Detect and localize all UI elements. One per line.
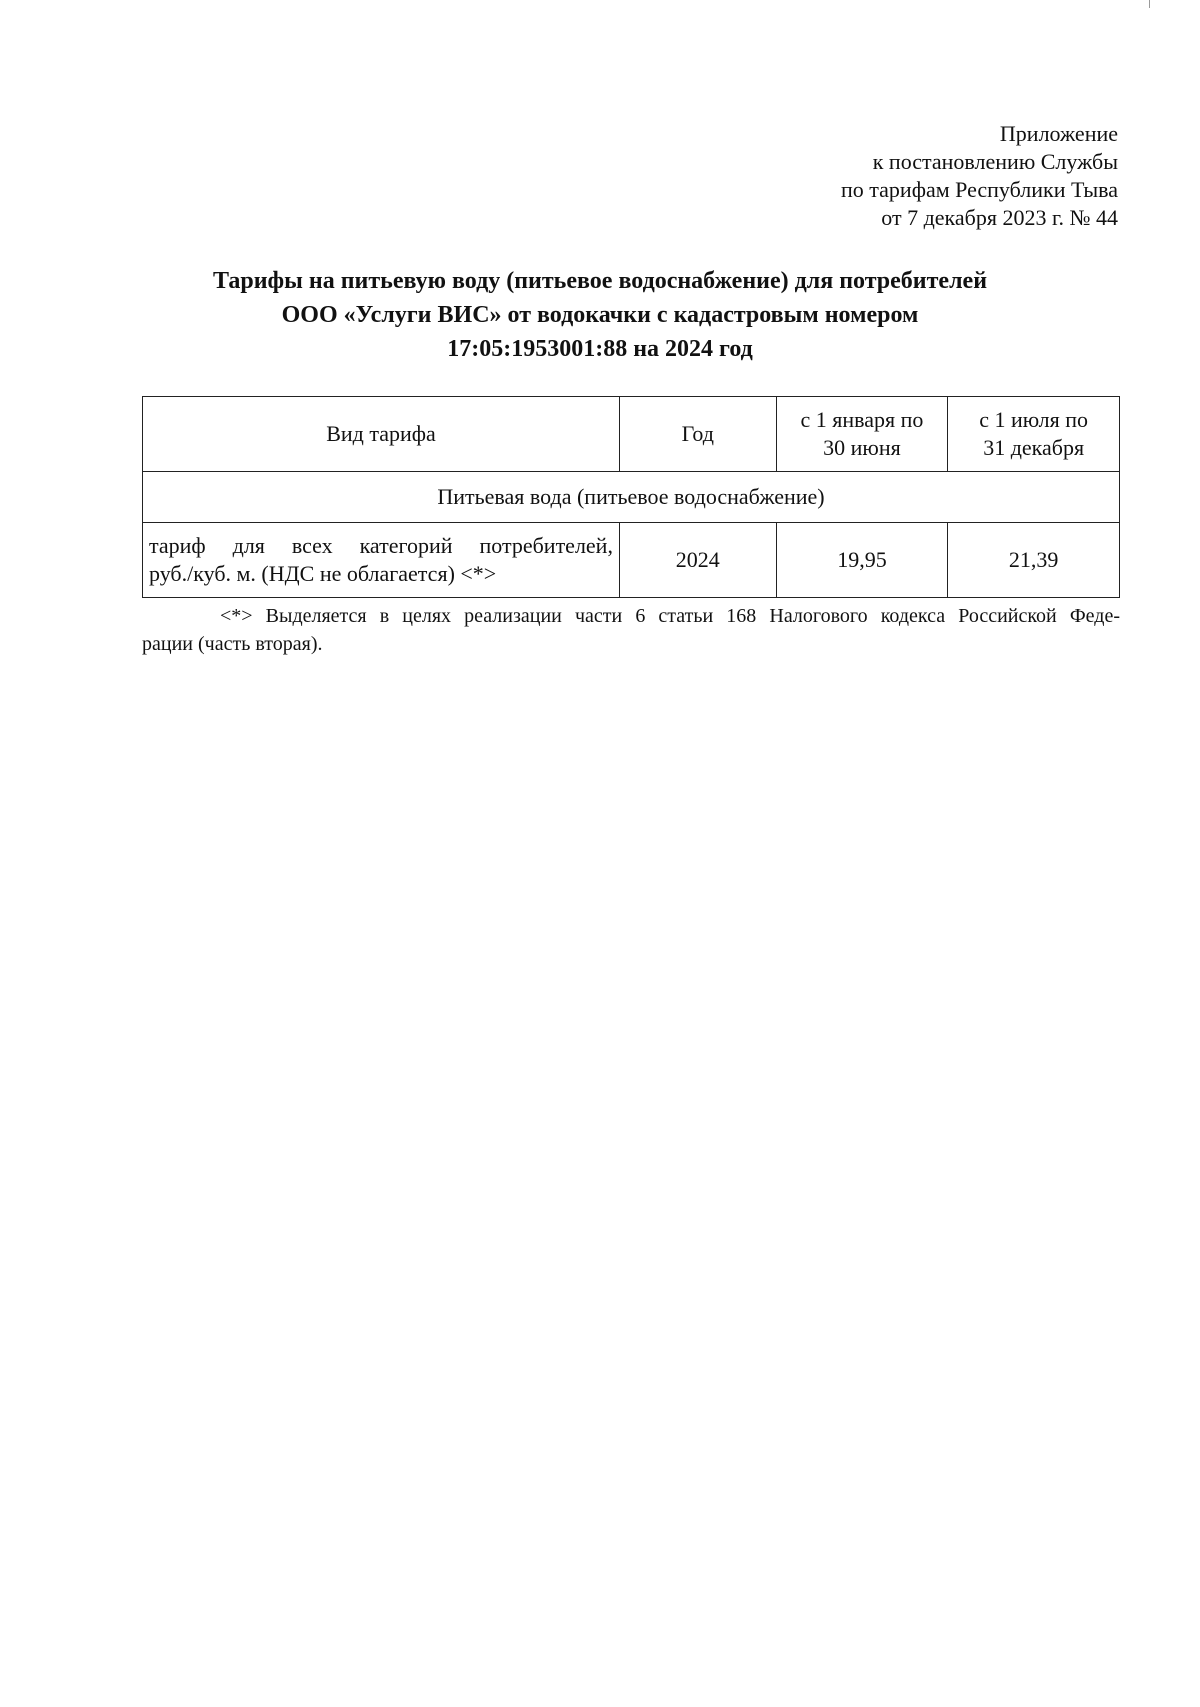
- table-section-row: [143, 472, 1120, 523]
- title-line: Тарифы на питьевую воду (питьевое водоснабжение) для потребителей: [212, 268, 988, 294]
- tariffs-table: [142, 396, 1120, 598]
- footnote-line: рации (часть вторая).: [142, 633, 323, 655]
- appendix-header: [618, 120, 1118, 232]
- cell-period-jan-jun: 19,95: [776, 523, 948, 598]
- header-period-jul-dec: [948, 397, 1120, 472]
- header-period-line: 31 декабря: [983, 435, 1085, 460]
- description-line: тариф для всех категорий потребителей,: [149, 533, 613, 558]
- appendix-line: Приложение: [999, 121, 1118, 146]
- cell-tariff-description: [143, 523, 620, 598]
- title-line: 17:05:1953001:88 на 2024 год: [447, 336, 753, 362]
- header-period-line: с 1 июля по: [979, 407, 1089, 432]
- header-period-line: 30 июня: [823, 435, 901, 460]
- document-title: [100, 264, 1100, 366]
- cell-period-jul-dec: 21,39: [948, 523, 1120, 598]
- description-line: руб./куб. м. (НДС не облагается) <*>: [149, 561, 497, 586]
- footnote-line: <*> Выделяется в целях реализации части 6 статьи 168 Налогового кодекса Российской Феде-: [220, 605, 1120, 627]
- header-tariff-type: Вид тарифа: [143, 397, 620, 472]
- appendix-line: по тарифам Республики Тыва: [841, 177, 1118, 202]
- scan-edge-mark: [1149, 0, 1150, 8]
- footnote: [142, 602, 1120, 658]
- appendix-line: от 7 декабря 2023 г. № 44: [881, 205, 1118, 230]
- title-line: ООО «Услуги ВИС» от водокачки с кадастровым номером: [281, 302, 919, 328]
- header-period-jan-jun: [776, 397, 948, 472]
- header-period-line: с 1 января по: [800, 407, 924, 432]
- appendix-line: к постановлению Службы: [872, 149, 1118, 174]
- header-year: Год: [619, 397, 776, 472]
- table-row: [143, 523, 1120, 598]
- table-header-row: [143, 397, 1120, 472]
- section-drinking-water: Питьевая вода (питьевое водоснабжение): [143, 472, 1120, 523]
- cell-year: 2024: [619, 523, 776, 598]
